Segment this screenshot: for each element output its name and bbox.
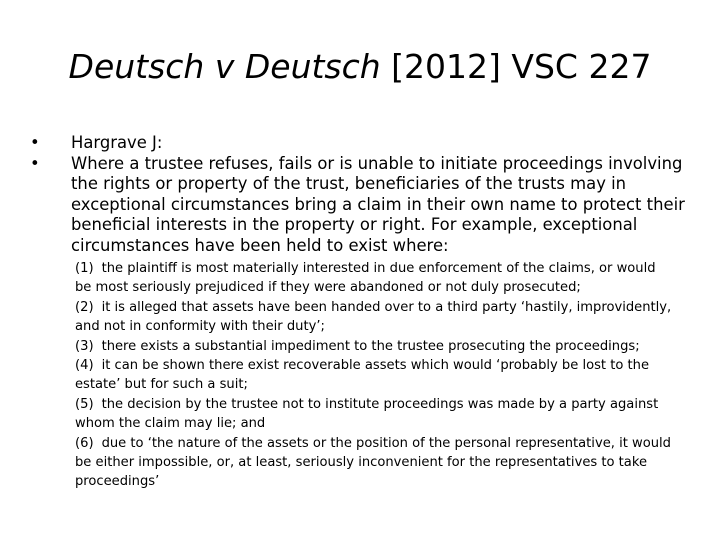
item-number: (2) [75,299,94,315]
item-number: (3) [75,338,94,354]
item-number: (1) [75,261,94,276]
bullet-icon: • [30,133,40,152]
item-text: the plaintiff is most materially interested in due enforcement of the claims, or would be most seriously prejudiced if they were abandoned or not duly prosecuted; [75,261,656,296]
bullet-list [30,133,690,256]
bullet-text: Hargrave J: [71,133,163,152]
circumstance-item [75,298,675,337]
item-text: it is alleged that assets have been handed over to a third party ‘hastily, improvidently, and not in conformity with their duty’; [75,299,672,335]
circumstances-list [75,259,675,492]
case-name: Deutsch v Deutsch [68,47,381,86]
circumstance-item [75,434,675,492]
circumstance-item [75,259,675,298]
item-number: (6) [75,435,94,451]
circumstance-item [75,395,675,434]
circumstance-item [75,337,675,356]
bullet-item [30,133,690,154]
item-text: due to ‘the nature of the assets or the position of the personal representative, it would be either impossible, or, at least, seriously inconvenient for the representatives to take proceedings’ [75,435,671,490]
item-text: there exists a substantial impediment to the trustee prosecuting the proceedings; [101,338,640,354]
slide-title [0,44,720,90]
circumstance-item [75,356,675,395]
bullet-text: Where a trustee refuses, fails or is unable to initiate proceedings involving the rights or property of the trust, beneficiaries of the trusts may in exceptional circumstances bring a claim in their own name to protect their beneficial interests in the property or right. For example, exceptional circumstances have been held to exist where: [71,153,685,255]
item-text: the decision by the trustee not to institute proceedings was made by a party against whom the claim may lie; and [75,396,659,432]
item-text: it can be shown there exist recoverable assets which would ‘probably be lost to the estate’ but for such a suit; [75,358,650,393]
case-citation: [2012] VSC 227 [380,47,652,86]
item-number: (4) [75,358,94,374]
bullet-icon: • [30,153,40,173]
bullet-item [30,154,690,257]
item-number: (5) [75,396,94,412]
